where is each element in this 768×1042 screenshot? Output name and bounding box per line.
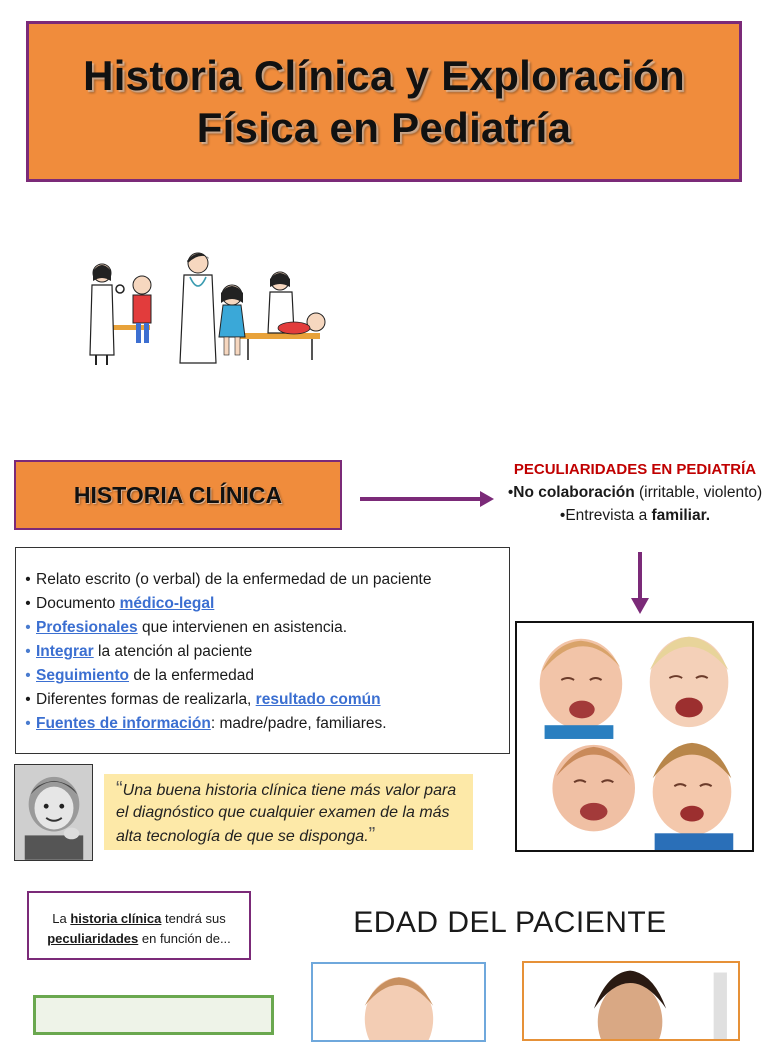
crying-baby-2 xyxy=(650,637,729,727)
peculiaridad-item-1-rest: (irritable, violento) xyxy=(634,484,763,501)
peculiaridad-item-2-pre: Entrevista a xyxy=(565,507,652,524)
bullet-text-post: que intervienen en asistencia. xyxy=(137,619,348,636)
pediatric-doctors-illustration xyxy=(80,245,335,370)
historia-bullet-list xyxy=(20,568,509,736)
title-line-2: Física en Pediatría xyxy=(196,103,572,151)
peculiaridad-item-1-bold: No colaboración xyxy=(513,484,635,501)
child-1 xyxy=(133,276,151,343)
bullet-text-post: de la enfermedad xyxy=(129,667,254,684)
note-box xyxy=(27,891,251,960)
baby-photo-blue-frame xyxy=(311,962,486,1042)
peculiaridad-item-2-bold: familiar. xyxy=(651,507,711,524)
historia-clinica-title: HISTORIA CLÍNICA xyxy=(73,481,283,508)
historia-bullets-box xyxy=(15,547,510,754)
peculiaridades-block xyxy=(504,458,766,527)
crying-babies-collage xyxy=(515,621,754,852)
title-banner xyxy=(26,21,742,182)
bullet-text xyxy=(36,640,252,664)
bullet-dot-icon: • xyxy=(25,715,31,732)
bullet-text-post: la atención al paciente xyxy=(93,643,253,660)
title-line-1: Historia Clínica y Exploración xyxy=(83,51,685,99)
baby-pointing-photo xyxy=(14,764,93,861)
bullet-text-pre: Diferentes formas de realizarla, xyxy=(36,691,256,708)
child-2 xyxy=(219,285,245,355)
bullet-dot-icon: • xyxy=(25,643,31,660)
bullet-item xyxy=(20,640,509,664)
bullet-item xyxy=(20,712,509,736)
bullet-item xyxy=(20,592,509,616)
note-mid: tendrá sus xyxy=(161,911,226,926)
bullet-link[interactable]: médico-legal xyxy=(119,595,215,612)
bullet-link[interactable]: Seguimiento xyxy=(36,667,130,684)
bullet-text xyxy=(36,664,254,688)
peculiaridades-title: PECULIARIDADES EN PEDIATRÍA xyxy=(513,461,757,478)
historia-clinica-header xyxy=(14,460,342,530)
exam-table xyxy=(240,333,320,339)
bullet-text xyxy=(36,592,214,616)
quote-open-mark: “ xyxy=(116,778,123,800)
bottom-photo-green-frame xyxy=(33,995,274,1035)
bullet-text xyxy=(36,688,381,712)
quote-close-mark: ” xyxy=(368,824,376,846)
bullet-dot-icon: • xyxy=(25,595,31,612)
bullet-link[interactable]: Profesionales xyxy=(36,619,138,636)
bullet-link[interactable]: resultado común xyxy=(255,691,381,708)
quote-text: Una buena historia clínica tiene más valor para el diagnóstico que cualquier examen de la más alta tecnología de que se disponga. xyxy=(116,782,457,845)
peculiaridad-item-2: •Entrevista a familiar. xyxy=(559,507,711,524)
arrow-right-icon xyxy=(358,488,498,510)
bullet-dot-icon: • xyxy=(25,691,31,708)
bullet-text-pre: Relato escrito (o verbal) de la enfermedad de un paciente xyxy=(36,571,432,588)
quote-box xyxy=(104,774,473,850)
crying-baby-3 xyxy=(552,745,635,831)
bullet-item xyxy=(20,664,509,688)
bullet-dot-icon: • xyxy=(25,571,31,588)
bullet-item xyxy=(20,688,509,712)
doctor-male xyxy=(180,253,216,363)
note-bold-historia: historia clínica xyxy=(70,911,162,926)
note-post: en función de... xyxy=(138,931,231,946)
bullet-link[interactable]: Integrar xyxy=(36,643,94,660)
bullet-text xyxy=(36,616,347,640)
peculiaridad-item-1: •No colaboración (irritable, violento) xyxy=(507,484,763,501)
note-pre: La xyxy=(52,911,71,926)
edad-heading: EDAD DEL PACIENTE xyxy=(353,906,667,939)
bullet-link[interactable]: Fuentes de información xyxy=(36,715,211,732)
bullet-item xyxy=(20,568,509,592)
bullet-text xyxy=(36,568,432,592)
bullet-dot-icon: • xyxy=(25,619,31,636)
note-bold-peculiaridades: peculiaridades xyxy=(47,931,139,946)
child-photo-orange-frame xyxy=(522,961,740,1041)
doctor-female-1 xyxy=(90,264,124,365)
bullet-text-post: : madre/padre, familiares. xyxy=(210,715,387,732)
bullet-text xyxy=(36,712,387,736)
bullet-text-pre: Documento xyxy=(36,595,120,612)
bullet-dot-icon: • xyxy=(25,667,31,684)
arrow-down-icon xyxy=(628,552,652,616)
bullet-item xyxy=(20,616,509,640)
